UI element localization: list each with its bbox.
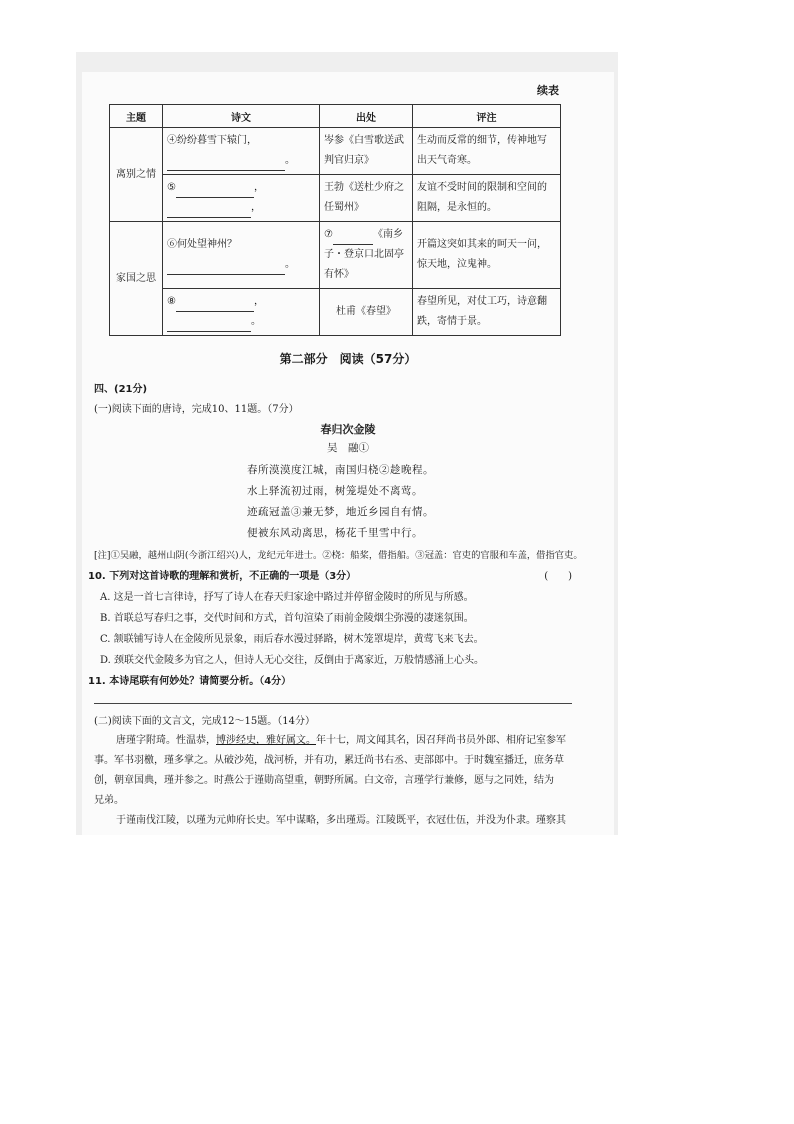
prose-line: 于谨南伐江陵，以瑾为元帅府长史。军中谋略，多出瑾焉。江陵既平，衣冠仕伍，并没为仆隶。瑾察其 <box>116 815 566 826</box>
option-c[interactable]: C. 颔联铺写诗人在金陵所见景象，雨后春水漫过驿路，树木笼罩堤岸，黄莺飞来飞去。 <box>100 634 484 645</box>
poem-punct: ， <box>251 202 261 213</box>
answer-blank[interactable] <box>176 185 254 198</box>
theme-cell: 家国之思 <box>110 222 163 336</box>
comment-cell: 春望所见，对仗工巧，诗意翻跌，寄情于景。 <box>413 289 561 336</box>
poem-line: 春所漠漠度江城，南国归桡②趁晚程。 <box>247 464 434 476</box>
answer-blank[interactable] <box>333 232 373 245</box>
prose-line: 创，朝章国典，瑾并参之。时燕公于谨勋高望重，朝野所属。白文帝，言瑾学行兼修，愿与之同姓，结为 <box>94 775 554 786</box>
prose-line <box>94 731 606 751</box>
answer-blank[interactable] <box>167 319 251 332</box>
prose-text: 年十七，周文闻其名，因召拜尚书员外郎、相府记室参军 <box>316 735 566 746</box>
source-cell: 岑参《白雪歌送武判官归京》 <box>320 128 413 175</box>
poem-cell <box>163 128 320 175</box>
source-prefix: ⑦ <box>324 229 333 240</box>
answer-blank[interactable] <box>167 158 285 171</box>
poem-title: 春归次金陵 <box>320 423 376 436</box>
option-a[interactable]: A. 这是一首七言律诗，抒写了诗人在春天归家途中路过并停留金陵时的所见与所感。 <box>100 592 474 603</box>
table-row <box>110 222 561 289</box>
poem-cell: ⑤ ， ， <box>163 175 320 222</box>
source-cell <box>320 222 413 289</box>
answer-blank[interactable] <box>167 205 251 218</box>
poetry-reference-table <box>109 104 561 336</box>
poem-cell: ⑧ ， 。 <box>163 289 320 336</box>
source-cell: 杜甫《春望》 <box>320 289 413 336</box>
poem-prompt: ⑧ <box>167 296 176 307</box>
section-title: 第二部分 阅读（57分） <box>279 352 417 366</box>
poem-punct: 。 <box>251 316 261 327</box>
poem-prompt: ⑥何处望神州？ <box>167 239 237 250</box>
table-row <box>110 175 561 222</box>
comment-cell: 生动而反常的细节，传神地写出天气奇寒。 <box>413 128 561 175</box>
question-10: 10. 下列对这首诗歌的理解和赏析，不正确的一项是（3分） <box>88 571 357 582</box>
part-heading: 四、(21分) <box>94 384 148 395</box>
answer-paren[interactable]: ( ) <box>544 571 572 582</box>
poem-prompt: ④纷纷暮雪下辕门， <box>167 135 257 146</box>
prose-text: 唐瑾字附琦。性温恭， <box>116 735 216 746</box>
poem-line: 迹疏冠盖③兼无梦，地近乡园自有情。 <box>247 506 434 518</box>
poem-cell <box>163 222 320 289</box>
option-b[interactable]: B. 首联总写春归之事，交代时间和方式，首句渲染了雨前金陵烟尘弥漫的凄迷氛围。 <box>100 613 474 624</box>
prose-underlined: 博涉经史，雅好属文。 <box>216 735 316 746</box>
poem-line: 便被东风动离思，杨花千里雪中行。 <box>247 527 423 539</box>
exam-page <box>82 72 614 835</box>
answer-line[interactable] <box>94 703 572 704</box>
table-row <box>110 289 561 336</box>
poem-note: [注]①吴融，越州山阴(今浙江绍兴)人，龙纪元年进士。②桡：船桨，借指船。③冠盖：官吏的官服和车盖，借指官吏。 <box>94 550 583 561</box>
poem-punct: 。 <box>285 155 295 166</box>
comment-cell: 开篇这突如其来的呵天一问，惊天地，泣鬼神。 <box>413 222 561 289</box>
prose-line: 事。军书羽檄，瑾多掌之。从破沙苑，战河桥，并有功，累迁尚书右丞、吏部郎中。于时魏室播迁，庶务草 <box>94 755 564 766</box>
table-header: 出处 <box>320 105 413 128</box>
continued-label: 续表 <box>537 84 559 97</box>
poem-prompt: ⑤ <box>167 182 176 193</box>
table-header: 主题 <box>110 105 163 128</box>
table-header: 诗文 <box>163 105 320 128</box>
source-cell: 王勃《送杜少府之任蜀州》 <box>320 175 413 222</box>
answer-blank[interactable] <box>167 262 285 275</box>
poem-line: 水上驿流初过雨，树笼堤处不离莺。 <box>247 485 423 497</box>
comment-cell: 友谊不受时间的限制和空间的阻隔，是永恒的。 <box>413 175 561 222</box>
poem-punct: 。 <box>285 259 295 270</box>
table-header: 评注 <box>413 105 561 128</box>
option-d[interactable]: D. 颈联交代金陵多为官之人，但诗人无心交往，反倒由于离家近，万般情感涌上心头。 <box>100 655 485 666</box>
table-row <box>110 128 561 175</box>
answer-blank[interactable] <box>176 299 254 312</box>
prose-line: 兄弟。 <box>94 795 124 806</box>
poem-author: 吴 融① <box>327 442 369 454</box>
table-header-row <box>110 105 561 128</box>
subsection-heading: (二)阅读下面的文言文，完成12～15题。（14分） <box>94 716 315 727</box>
source-suffix: 《南乡子・登京口北固亭有怀》 <box>324 229 404 280</box>
subsection-heading: (一)阅读下面的唐诗，完成10、11题。（7分） <box>94 404 299 415</box>
question-11: 11. 本诗尾联有何妙处？请简要分析。（4分） <box>88 676 292 687</box>
theme-cell: 离别之情 <box>110 128 163 222</box>
